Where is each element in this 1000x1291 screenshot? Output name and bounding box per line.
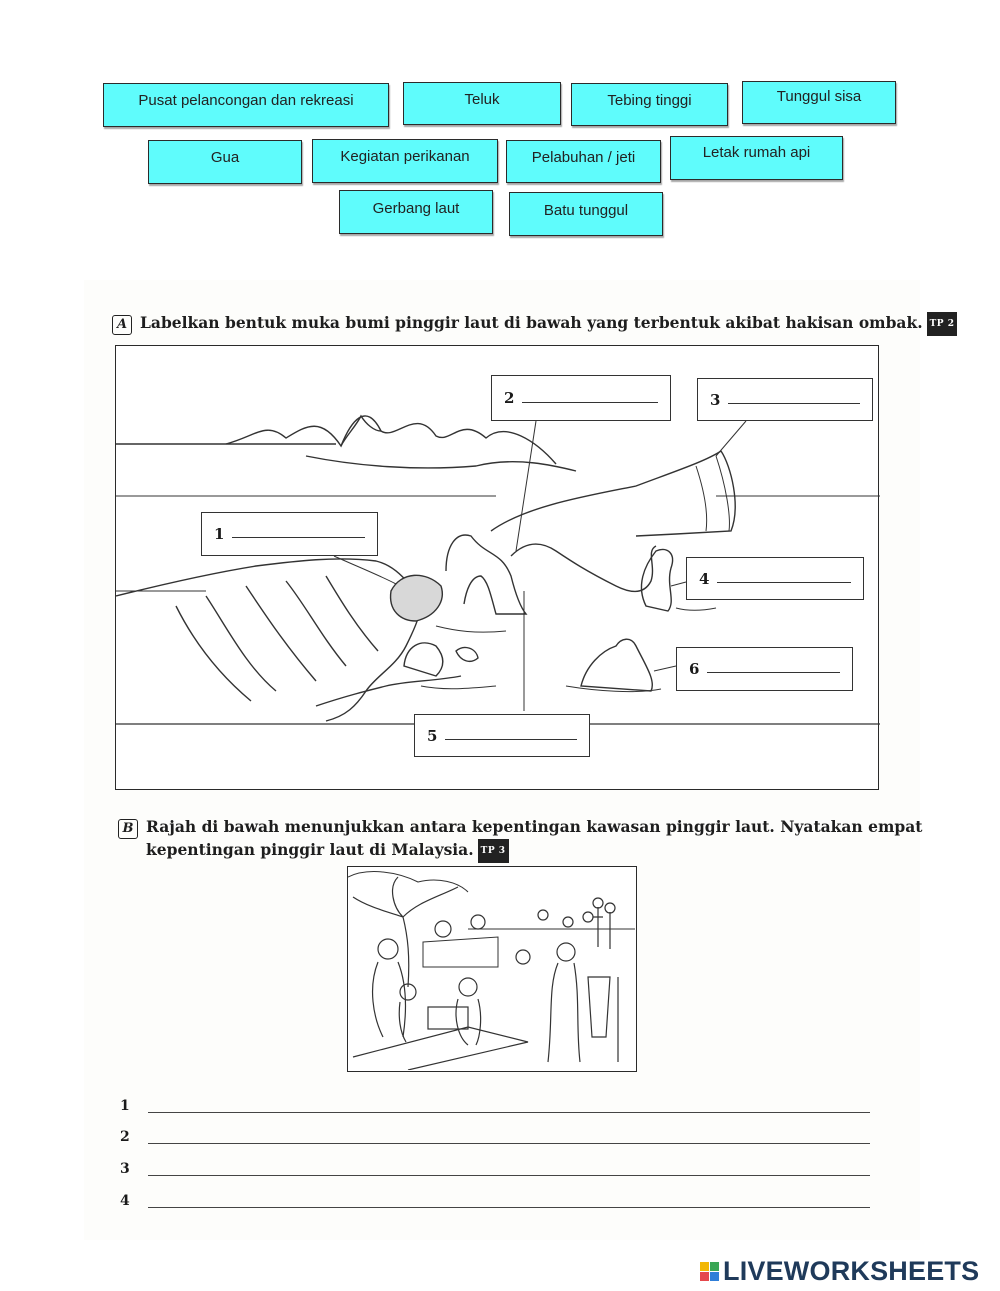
section-a-title — [112, 312, 957, 336]
answer-input-b4[interactable] — [150, 1191, 866, 1211]
label-box-2 — [491, 375, 671, 421]
answer-input-b3[interactable] — [150, 1159, 866, 1179]
answer-row-1 — [120, 1098, 870, 1122]
answer-number: 2 — [120, 1129, 130, 1145]
chip-teluk[interactable]: Teluk — [403, 82, 561, 125]
chip-batu-tunggul[interactable]: Batu tunggul — [509, 192, 663, 236]
label-box-6 — [676, 647, 853, 691]
chip-letak-rumah-api[interactable]: Letak rumah api — [670, 136, 843, 180]
answer-input-2[interactable] — [522, 384, 658, 406]
section-b-letter: B — [118, 819, 138, 839]
liveworksheets-logo — [700, 1256, 979, 1286]
label-number: 2 — [504, 389, 515, 407]
section-b-title — [118, 816, 922, 863]
section-a-letter: A — [112, 315, 132, 335]
label-box-1 — [201, 512, 378, 556]
answer-input-6[interactable] — [707, 656, 840, 678]
label-number: 6 — [689, 660, 700, 678]
beach-activities-picture — [347, 866, 637, 1072]
label-box-3 — [697, 378, 873, 421]
label-box-4 — [686, 557, 864, 600]
section-a-text: Labelkan bentuk muka bumi pinggir laut di bawah yang terbentuk akibat hakisan ombak. — [140, 313, 923, 332]
answer-row-3 — [120, 1161, 870, 1185]
answer-row-4 — [120, 1193, 870, 1217]
chip-pusat-pelancongan[interactable]: Pusat pelancongan dan rekreasi — [103, 83, 389, 127]
tp-badge: TP 3 — [478, 839, 509, 863]
answer-row-2 — [120, 1129, 870, 1153]
chip-kegiatan-perikanan[interactable]: Kegiatan perikanan — [312, 139, 498, 183]
section-b-text-1: Rajah di bawah menunjukkan antara kepentingan kawasan pinggir laut. Nyatakan empat — [146, 817, 923, 836]
chip-pelabuhan-jeti[interactable]: Pelabuhan / jeti — [506, 140, 661, 183]
answer-number: 4 — [120, 1193, 130, 1209]
answer-input-3[interactable] — [728, 387, 860, 409]
label-number: 3 — [710, 390, 721, 409]
logo-mark-icon — [700, 1262, 719, 1281]
answer-input-1[interactable] — [232, 521, 365, 543]
tp-badge: TP 2 — [927, 312, 958, 336]
beach-illustration — [348, 867, 635, 1070]
answer-input-b2[interactable] — [150, 1127, 866, 1147]
answer-input-4[interactable] — [717, 566, 851, 588]
section-b-text-2: kepentingan pinggir laut di Malaysia. — [146, 840, 474, 859]
label-number: 1 — [214, 525, 225, 543]
label-number: 5 — [427, 726, 438, 745]
answer-input-5[interactable] — [445, 723, 577, 745]
chip-tunggul-sisa[interactable]: Tunggul sisa — [742, 81, 896, 124]
label-number: 4 — [699, 569, 710, 588]
chip-gua[interactable]: Gua — [148, 140, 302, 184]
answer-number: 1 — [120, 1098, 130, 1114]
answer-number: 3 — [120, 1161, 130, 1177]
brand-name: LIVEWORKSHEETS — [723, 1255, 980, 1286]
label-box-5 — [414, 714, 590, 757]
answer-input-b1[interactable] — [150, 1096, 866, 1116]
chip-gerbang-laut[interactable]: Gerbang laut — [339, 190, 493, 234]
chip-tebing-tinggi[interactable]: Tebing tinggi — [571, 83, 728, 126]
